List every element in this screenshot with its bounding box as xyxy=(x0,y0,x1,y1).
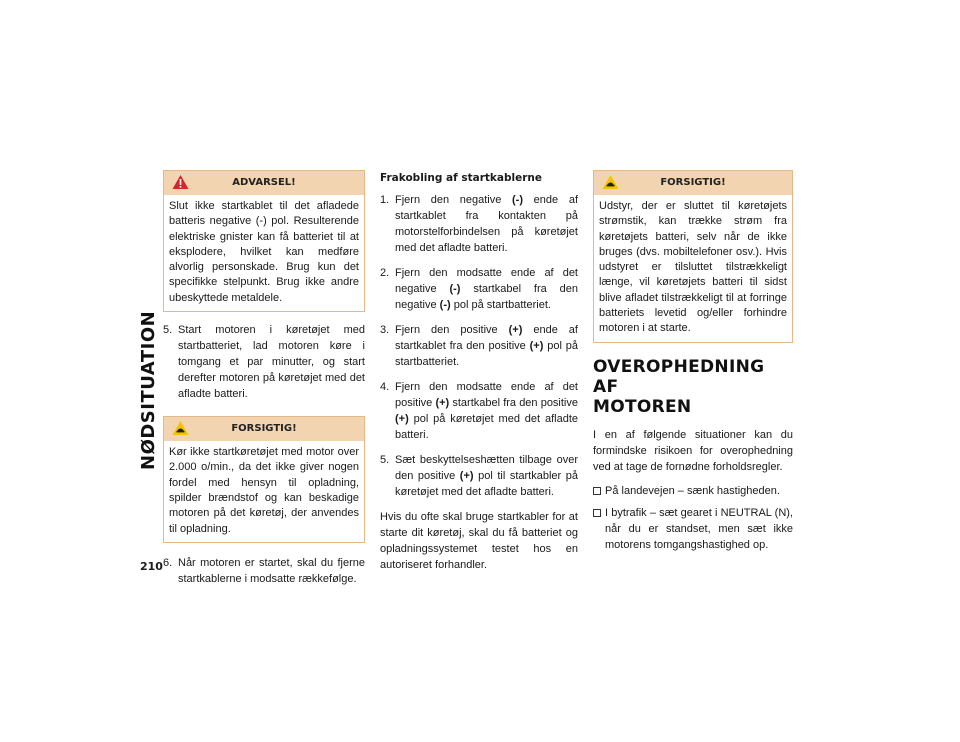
polarity-sign: (+) xyxy=(529,340,544,352)
step-text: startkabel fra den negative xyxy=(395,283,578,311)
section-title xyxy=(593,357,793,417)
polarity-sign: (-) xyxy=(512,194,524,206)
side-tab-label: NØDSITUATION xyxy=(138,310,159,470)
step-text: Fjern den negative xyxy=(395,194,513,206)
caution-box-text: Udstyr, der er sluttet til køretøjets strømstik, kan trække strøm fra køretøjets batteri, selv når de ikke bruges (dvs. mobiltelefoner osv.). Hvis udstyret er tilsluttet tilstrækkeligt længe, vil køretøjets batteri til sidst blive afladet tilstrækkeligt til at forringe batteriets levetid og/eller forhindre motoren i at starte. xyxy=(599,200,787,335)
overheating-intro: I en af følgende situationer kan du formindske risikoen for overophedning ved at tage de fornødne forholdsregler. xyxy=(593,428,793,473)
bullet-text: I bytrafik – sæt gearet i NEUTRAL (N), når du er standset, men sæt ikke motorens tomgangshastighed op. xyxy=(605,506,793,551)
caution-car-icon xyxy=(172,420,189,436)
caution-box-header xyxy=(164,417,364,441)
section-title-line-1: OVEROPHEDNING AF xyxy=(593,356,765,397)
polarity-sign: (-) xyxy=(439,299,451,311)
bullet-text: På landevejen – sænk hastigheden. xyxy=(605,484,780,497)
polarity-sign: (+) xyxy=(508,324,523,336)
step-number: 6. xyxy=(163,556,173,569)
checkbox-bullet-icon xyxy=(593,509,601,517)
disconnect-step-1 xyxy=(380,192,578,256)
step-text: Fjern den positive xyxy=(395,324,509,336)
step-number: 3. xyxy=(380,324,390,336)
bullet-item xyxy=(593,505,793,553)
step-text: Fjern den modsatte ende af det negative xyxy=(395,267,578,295)
step-5 xyxy=(163,322,365,402)
warning-box-header xyxy=(164,171,364,195)
step-text: Sæt beskyttelseshætten tilbage over den positive xyxy=(395,454,578,482)
step-text: Fjern den modsatte ende af det positive xyxy=(395,381,578,409)
warning-triangle-icon xyxy=(172,174,189,190)
step-text: Start motoren i køretøjet med startbatteriet, lad motoren køre i tomgang et par minutter, og start derefter motoren på køretøjet med det afladte batteri. xyxy=(178,324,365,401)
step-text: startkabel fra den positive xyxy=(449,397,578,409)
caution-box-title: FORSIGTIG! xyxy=(231,423,297,435)
page-number: 210 xyxy=(140,560,163,573)
caution-box-power-outlet xyxy=(593,170,793,343)
step-text: pol til startkabler på køretøjet med det afladte batteri. xyxy=(395,470,578,498)
section-title-line-2: MOTOREN xyxy=(593,396,692,417)
disconnect-step-2 xyxy=(380,265,578,313)
battery-test-paragraph: Hvis du ofte skal bruge startkabler for at starte dit køretøj, skal du få batteriet og opladningssystemet testet hos en autoriseret forhandler. xyxy=(380,511,578,571)
column-middle xyxy=(380,170,578,581)
bullet-item xyxy=(593,483,793,499)
column-right xyxy=(593,170,793,559)
polarity-sign: (+) xyxy=(459,470,474,482)
step-text: Når motoren er startet, skal du fjerne startkablerne i modsatte rækkefølge. xyxy=(178,556,365,585)
step-text: ende af startkablet fra den positive xyxy=(395,324,578,352)
warning-box-text: Slut ikke startkablet til det afladede batteris negative (-) pol. Resulterende elektriske gnister kan få batteriet til at eksplodere, hvilket kan medføre alvorlig personskade. Brug kun det specifikke stelpunkt. Brug ikke andre ubeskyttede metaldele. xyxy=(169,200,359,304)
step-number: 4. xyxy=(380,381,390,393)
column-left xyxy=(163,170,365,596)
disconnect-step-4 xyxy=(380,379,578,443)
step-number: 1. xyxy=(380,194,390,206)
caution-box-header xyxy=(594,171,792,195)
polarity-sign: (+) xyxy=(395,413,409,425)
caution-car-icon xyxy=(602,174,619,190)
disconnect-step-5 xyxy=(380,452,578,500)
step-number: 2. xyxy=(380,267,390,279)
step-number: 5. xyxy=(380,454,390,466)
step-6 xyxy=(163,555,365,587)
warning-box xyxy=(163,170,365,312)
disconnect-step-3 xyxy=(380,322,578,370)
step-text: pol på startbatteriet. xyxy=(395,340,578,368)
caution-box-title: FORSIGTIG! xyxy=(660,177,726,188)
step-text: ende af startkablet fra kontakten på motorstelforbindelsen på køretøjet med det afladte batteri. xyxy=(395,194,578,254)
checkbox-bullet-icon xyxy=(593,487,601,495)
section-side-tab xyxy=(138,170,160,470)
caution-box-text: Kør ikke startkøretøjet med motor over 2.000 o/min., da det ikke giver nogen fordel med hensyn til opladning, spilder brændstof og kan beskadige motoren på det køretøj, der anvendes til opladning. xyxy=(169,446,359,535)
warning-box-title: ADVARSEL! xyxy=(232,177,296,188)
step-number: 5. xyxy=(163,324,173,337)
polarity-sign: (-) xyxy=(449,283,461,295)
caution-box-engine xyxy=(163,416,365,543)
step-text: pol på køretøjet med det afladte batteri. xyxy=(395,413,578,441)
step-text: pol på startbatteriet. xyxy=(450,299,551,311)
disconnect-heading: Frakobling af startkablerne xyxy=(380,172,542,184)
polarity-sign: (+) xyxy=(435,397,450,409)
